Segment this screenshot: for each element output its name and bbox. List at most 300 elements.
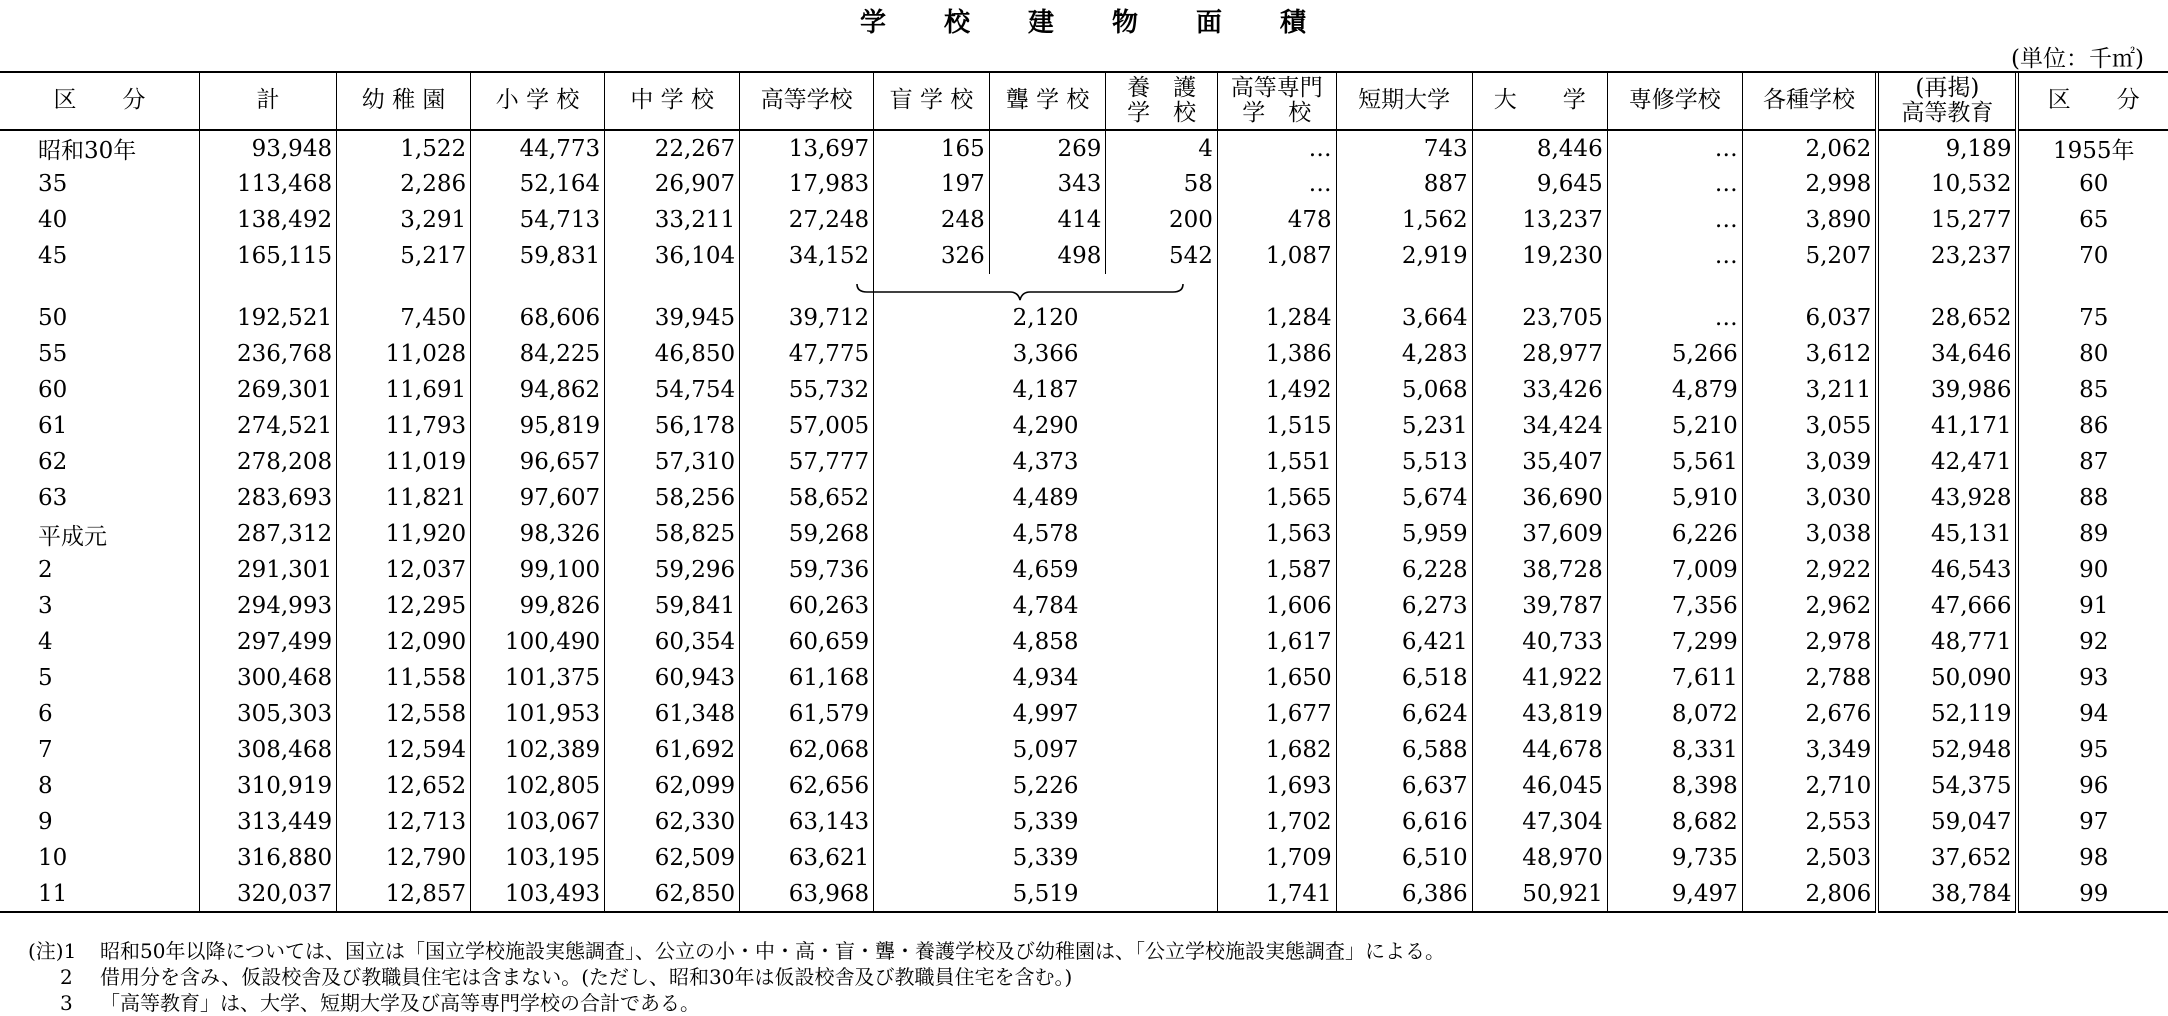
table-cell: 65 <box>2017 202 2168 238</box>
table-cell: 12,037 <box>337 552 471 588</box>
table-row <box>0 202 2168 238</box>
table-row <box>0 130 2168 166</box>
note-number: (注)1 <box>28 939 77 963</box>
table-cell: 11,019 <box>337 444 471 480</box>
top-rule <box>0 71 2168 73</box>
table-cell: 50,090 <box>1877 660 2017 696</box>
table-cell: 54,713 <box>471 202 605 238</box>
table-cell: 1,741 <box>1217 876 1336 912</box>
table-cell: 3,030 <box>1742 480 1877 516</box>
table-cell: 33,211 <box>605 202 740 238</box>
table-cell: 46,850 <box>605 336 740 372</box>
school-building-area-table <box>0 72 2168 913</box>
table-cell: 60,263 <box>740 588 874 624</box>
table-cell: 743 <box>1336 130 1472 166</box>
table-cell: 6,616 <box>1336 804 1472 840</box>
table-cell: 62,330 <box>605 804 740 840</box>
table-row <box>0 166 2168 202</box>
table-cell: 11,920 <box>337 516 471 552</box>
table-cell: 3,612 <box>1742 336 1877 372</box>
table-cell: 90 <box>2017 552 2168 588</box>
table-cell: 278,208 <box>200 444 337 480</box>
table-cell: 4,997 <box>874 696 1218 732</box>
table-cell: 22,267 <box>605 130 740 166</box>
table-cell: 4,659 <box>874 552 1218 588</box>
table-cell: 54,375 <box>1877 768 2017 804</box>
note-text: 借用分を含み、仮設校舎及び教職員住宅は含まない。(ただし、昭和30年は仮設校舎及び教職員住宅を含む。) <box>100 965 1073 989</box>
table-cell: 39,712 <box>740 300 874 336</box>
table-cell: 89 <box>2017 516 2168 552</box>
table-cell: 5,210 <box>1607 408 1742 444</box>
table-cell: 101,375 <box>471 660 605 696</box>
table-cell: 46,045 <box>1472 768 1607 804</box>
table-cell: 47,666 <box>1877 588 2017 624</box>
table-cell: 60 <box>2017 166 2168 202</box>
table-cell: 80 <box>2017 336 2168 372</box>
table-cell: 1,693 <box>1217 768 1336 804</box>
table-cell: 8,446 <box>1472 130 1607 166</box>
table-cell: 4,934 <box>874 660 1218 696</box>
table-cell: 11 <box>0 876 200 912</box>
table-cell: 60,943 <box>605 660 740 696</box>
table-cell: 61 <box>38 413 68 439</box>
table-cell: 59,831 <box>471 238 605 274</box>
table-cell: 1,522 <box>337 130 471 166</box>
table-cell: 4,858 <box>874 624 1218 660</box>
table-cell: 103,067 <box>471 804 605 840</box>
table-cell: 43,819 <box>1472 696 1607 732</box>
table-cell: 7,611 <box>1607 660 1742 696</box>
table-cell: 9,735 <box>1607 840 1742 876</box>
table-cell: 6,588 <box>1336 732 1472 768</box>
table-cell: 9,189 <box>1877 130 2017 166</box>
table-cell: 165,115 <box>200 238 337 274</box>
header-row <box>0 72 2168 130</box>
table-cell: 305,303 <box>200 696 337 732</box>
table-row <box>0 552 2168 588</box>
table-cell: 55 <box>38 341 68 367</box>
table-cell: 414 <box>989 202 1106 238</box>
table-cell: 11,821 <box>337 480 471 516</box>
table-row <box>0 372 2168 408</box>
table-cell: 2,120 <box>874 300 1218 336</box>
table-cell: 99,100 <box>471 552 605 588</box>
table-cell: 113,468 <box>200 166 337 202</box>
table-row <box>0 696 2168 732</box>
header-cell: 区 分 <box>0 72 200 130</box>
table-cell: 1,515 <box>1217 408 1336 444</box>
table-cell: 5,959 <box>1336 516 1472 552</box>
table-cell: 5,910 <box>1607 480 1742 516</box>
table-cell: 3,039 <box>1742 444 1877 480</box>
table-cell: 58,652 <box>740 480 874 516</box>
table-row <box>0 300 2168 336</box>
table-cell: 47,775 <box>740 336 874 372</box>
table-cell: 2,062 <box>1742 130 1877 166</box>
brace-mark <box>855 282 1185 304</box>
table-cell: 6,386 <box>1336 876 1472 912</box>
table-cell: 3,211 <box>1742 372 1877 408</box>
table-cell: 5,339 <box>874 840 1218 876</box>
table-cell: 4,784 <box>874 588 1218 624</box>
table-cell: 5,561 <box>1607 444 1742 480</box>
table-row <box>0 840 2168 876</box>
table-cell: 60 <box>38 377 68 403</box>
table-cell: 4,187 <box>874 372 1218 408</box>
header-cell: 区 分 <box>2017 72 2168 130</box>
table-cell: 5,339 <box>874 804 1218 840</box>
table-cell: 1,677 <box>1217 696 1336 732</box>
table-row <box>0 660 2168 696</box>
table-cell: 1,492 <box>1217 372 1336 408</box>
table-cell: 4 <box>38 629 53 655</box>
table-cell: 6,226 <box>1607 516 1742 552</box>
table-cell: 50,921 <box>1472 876 1607 912</box>
note-line <box>60 961 1072 990</box>
table-row <box>0 480 2168 516</box>
table-cell: … <box>1607 130 1742 166</box>
table-cell: 46,543 <box>1877 552 2017 588</box>
table-cell: 52,119 <box>1877 696 2017 732</box>
table-cell: 308,468 <box>200 732 337 768</box>
table-cell: 99 <box>2017 876 2168 912</box>
table-cell: 98 <box>2017 840 2168 876</box>
table-cell: 48,970 <box>1472 840 1607 876</box>
table-cell: 23,705 <box>1472 300 1607 336</box>
table-cell: 99,826 <box>471 588 605 624</box>
table-cell: 6 <box>38 701 53 727</box>
table-cell: 316,880 <box>200 840 337 876</box>
table-cell: 44,678 <box>1472 732 1607 768</box>
table-cell: 1,386 <box>1217 336 1336 372</box>
table-cell: 294,993 <box>200 588 337 624</box>
table-cell: 5 <box>38 665 53 691</box>
table-cell: 37,652 <box>1877 840 2017 876</box>
table-cell: 2,922 <box>1742 552 1877 588</box>
table-cell: 13,697 <box>740 130 874 166</box>
header-cell: 小 学 校 <box>471 72 605 130</box>
table-cell: 39,986 <box>1877 372 2017 408</box>
table-cell: 2,978 <box>1742 624 1877 660</box>
header-cell: 養 護 学 校 <box>1106 72 1218 130</box>
table-cell: 887 <box>1336 166 1472 202</box>
table-cell: 12,594 <box>337 732 471 768</box>
table-cell: 274,521 <box>200 408 337 444</box>
table-cell: 5,097 <box>874 732 1218 768</box>
table-cell: 58,256 <box>605 480 740 516</box>
table-cell: 1,551 <box>1217 444 1336 480</box>
table-cell: 59,736 <box>740 552 874 588</box>
table-cell: 85 <box>2017 372 2168 408</box>
table-cell: 248 <box>874 202 990 238</box>
table-cell: 542 <box>1106 238 1218 274</box>
table-cell: 1,650 <box>1217 660 1336 696</box>
table-cell: 13,237 <box>1472 202 1607 238</box>
table-cell: 12,090 <box>337 624 471 660</box>
table-cell: 96 <box>2017 768 2168 804</box>
table-cell: 1,709 <box>1217 840 1336 876</box>
table-cell: 34,424 <box>1472 408 1607 444</box>
table-cell: 7,299 <box>1607 624 1742 660</box>
table-cell: 3,349 <box>1742 732 1877 768</box>
table-cell: 3 <box>38 593 53 619</box>
table-cell: 8,072 <box>1607 696 1742 732</box>
table-cell: 44,773 <box>471 130 605 166</box>
table-cell: 4,290 <box>874 408 1218 444</box>
header-cell: 盲 学 校 <box>874 72 990 130</box>
table-cell: 40 <box>38 207 68 233</box>
table-cell: 1,284 <box>1217 300 1336 336</box>
header-cell: 高等専門 学 校 <box>1217 72 1336 130</box>
table-cell: 60,659 <box>740 624 874 660</box>
table-cell: 62,068 <box>740 732 874 768</box>
table-cell: 86 <box>2017 408 2168 444</box>
table-row <box>0 336 2168 372</box>
table-cell: 6,273 <box>1336 588 1472 624</box>
table-cell: 59,047 <box>1877 804 2017 840</box>
table-cell: 2,676 <box>1742 696 1877 732</box>
table-cell: 37,609 <box>1472 516 1607 552</box>
header-cell: 幼 稚 園 <box>337 72 471 130</box>
table-cell: … <box>1607 166 1742 202</box>
table-cell: 287,312 <box>200 516 337 552</box>
table-cell: 165 <box>874 130 990 166</box>
table-cell: 300,468 <box>200 660 337 696</box>
table-cell: 343 <box>989 166 1106 202</box>
table-cell: 478 <box>1217 202 1336 238</box>
note-number: 2 <box>60 965 73 989</box>
table-cell: 45,131 <box>1877 516 2017 552</box>
table-cell: 62,850 <box>605 876 740 912</box>
table-cell: 6,228 <box>1336 552 1472 588</box>
table-cell: 6,421 <box>1336 624 1472 660</box>
table-cell: 498 <box>989 238 1106 274</box>
table-cell: 93,948 <box>200 130 337 166</box>
table-cell: 52,164 <box>471 166 605 202</box>
table-cell: 310,919 <box>200 768 337 804</box>
table-cell: 3,890 <box>1742 202 1877 238</box>
table-cell: 84,225 <box>471 336 605 372</box>
table-cell: 11,793 <box>337 408 471 444</box>
table-cell: 11,691 <box>337 372 471 408</box>
table-cell: 1,617 <box>1217 624 1336 660</box>
table-cell: 1,682 <box>1217 732 1336 768</box>
table-cell: 2,503 <box>1742 840 1877 876</box>
table-row <box>0 804 2168 840</box>
table-row <box>0 768 2168 804</box>
table-cell: 102,805 <box>471 768 605 804</box>
table-cell: 7 <box>38 737 53 763</box>
table-cell: 5,068 <box>1336 372 1472 408</box>
table-cell: 59,841 <box>605 588 740 624</box>
table-cell: 60,354 <box>605 624 740 660</box>
table-cell: 2,286 <box>337 166 471 202</box>
table-cell: 87 <box>2017 444 2168 480</box>
note-line <box>28 935 1445 964</box>
table-cell: 63,968 <box>740 876 874 912</box>
table-cell: 95,819 <box>471 408 605 444</box>
table-cell: 2,919 <box>1336 238 1472 274</box>
table-cell: 62,509 <box>605 840 740 876</box>
table-cell: 5,513 <box>1336 444 1472 480</box>
header-cell: 大 学 <box>1472 72 1607 130</box>
table-cell: 197 <box>874 166 990 202</box>
header-cell: 高等学校 <box>740 72 874 130</box>
table-cell: 102,389 <box>471 732 605 768</box>
table-cell: 12,295 <box>337 588 471 624</box>
table-cell: 42,471 <box>1877 444 2017 480</box>
table-cell: 1,702 <box>1217 804 1336 840</box>
header-cell: 各種学校 <box>1742 72 1877 130</box>
table-cell: 1,606 <box>1217 588 1336 624</box>
table-cell: 1,563 <box>1217 516 1336 552</box>
table-cell: 23,237 <box>1877 238 2017 274</box>
table-cell: 17,983 <box>740 166 874 202</box>
table-cell: … <box>1607 300 1742 336</box>
table-cell: 平成元 <box>38 523 107 550</box>
table-cell: 91 <box>2017 588 2168 624</box>
table-cell: 10 <box>38 845 68 871</box>
table-cell: 75 <box>2017 300 2168 336</box>
table-cell: 45 <box>38 243 68 269</box>
table-cell: 320,037 <box>200 876 337 912</box>
header-cell: (再掲) 高等教育 <box>1877 72 2017 130</box>
note-text: 「高等教育」は、大学、短期大学及び高等専門学校の合計である。 <box>100 991 700 1015</box>
table-cell: 7,450 <box>337 300 471 336</box>
note-number: 3 <box>60 991 73 1015</box>
table-cell: 63 <box>38 485 68 511</box>
table-cell: 98,326 <box>471 516 605 552</box>
table-cell: 34,152 <box>740 238 874 274</box>
table-cell: 2,998 <box>1742 166 1877 202</box>
table-cell: … <box>1607 238 1742 274</box>
table-cell: 28,652 <box>1877 300 2017 336</box>
table-cell: 8,331 <box>1607 732 1742 768</box>
table-cell: 39,945 <box>605 300 740 336</box>
table-cell: 62,099 <box>605 768 740 804</box>
table-cell: 2,553 <box>1742 804 1877 840</box>
table-cell: … <box>1217 130 1336 166</box>
table-cell: 40,733 <box>1472 624 1607 660</box>
table-cell: 58 <box>1106 166 1218 202</box>
table-cell: 3,366 <box>874 336 1218 372</box>
table-row <box>0 238 2168 274</box>
table-cell: 5,266 <box>1607 336 1742 372</box>
table-cell: 56,178 <box>605 408 740 444</box>
table-cell: 138,492 <box>200 202 337 238</box>
table-cell: 59,268 <box>740 516 874 552</box>
table-cell: 55,732 <box>740 372 874 408</box>
table-cell: 94 <box>2017 696 2168 732</box>
table-cell: 7,009 <box>1607 552 1742 588</box>
table-cell: 6,624 <box>1336 696 1472 732</box>
table-cell: 291,301 <box>200 552 337 588</box>
table-cell: 3,055 <box>1742 408 1877 444</box>
table-cell: 8,398 <box>1607 768 1742 804</box>
table-cell: … <box>1607 202 1742 238</box>
table-cell: 100,490 <box>471 624 605 660</box>
table-cell: 200 <box>1106 202 1218 238</box>
table-cell: 313,449 <box>200 804 337 840</box>
table-row <box>0 732 2168 768</box>
header-cell: 短期大学 <box>1336 72 1472 130</box>
table-cell: 1955年 <box>2017 130 2168 166</box>
table-cell: 27,248 <box>740 202 874 238</box>
table-cell: 4 <box>1106 130 1218 166</box>
table-cell: 297,499 <box>200 624 337 660</box>
table-cell: 61,348 <box>605 696 740 732</box>
table-cell: 2,710 <box>1742 768 1877 804</box>
table-cell: 103,493 <box>471 876 605 912</box>
table-cell: 7,356 <box>1607 588 1742 624</box>
table-cell: 41,922 <box>1472 660 1607 696</box>
table-cell: 54,754 <box>605 372 740 408</box>
table-cell: 41,171 <box>1877 408 2017 444</box>
table-cell: 34,646 <box>1877 336 2017 372</box>
table-cell: 62,656 <box>740 768 874 804</box>
table-cell: 19,230 <box>1472 238 1607 274</box>
table-cell: 4,373 <box>874 444 1218 480</box>
table-cell: 9,497 <box>1607 876 1742 912</box>
table-cell: 61,692 <box>605 732 740 768</box>
table-cell: 9 <box>38 809 53 835</box>
table-cell: 58,825 <box>605 516 740 552</box>
table-cell: 1,087 <box>1217 238 1336 274</box>
table-cell: 59,296 <box>605 552 740 588</box>
table-cell: 2 <box>38 557 53 583</box>
table-cell: 3,038 <box>1742 516 1877 552</box>
table-cell: 92 <box>2017 624 2168 660</box>
table-cell: 2,788 <box>1742 660 1877 696</box>
table-cell: 93 <box>2017 660 2168 696</box>
table-cell: 97,607 <box>471 480 605 516</box>
table-cell: 36,690 <box>1472 480 1607 516</box>
table-cell: 5,207 <box>1742 238 1877 274</box>
unit-label: (単位：千㎡) <box>2011 46 2144 72</box>
table-cell: 1,562 <box>1336 202 1472 238</box>
table-cell: 38,728 <box>1472 552 1607 588</box>
table-cell: 6,518 <box>1336 660 1472 696</box>
table-cell: 61,579 <box>740 696 874 732</box>
table-cell: 236,768 <box>200 336 337 372</box>
table-cell: 8,682 <box>1607 804 1742 840</box>
table-row <box>0 588 2168 624</box>
table-cell: 12,790 <box>337 840 471 876</box>
table-cell: 15,277 <box>1877 202 2017 238</box>
table-cell: 昭和30年 <box>38 138 137 164</box>
header-cell: 聾 学 校 <box>989 72 1106 130</box>
table-cell: 57,310 <box>605 444 740 480</box>
table-cell: 61,168 <box>740 660 874 696</box>
table-cell: 4,578 <box>874 516 1218 552</box>
table-row <box>0 516 2168 552</box>
table-row <box>0 876 2168 912</box>
table-cell: 103,195 <box>471 840 605 876</box>
table-cell: 10,532 <box>1877 166 2017 202</box>
table-cell: 4,283 <box>1336 336 1472 372</box>
table-cell: 28,977 <box>1472 336 1607 372</box>
table-cell: 52,948 <box>1877 732 2017 768</box>
table-cell: 38,784 <box>1877 876 2017 912</box>
table-cell: 101,953 <box>471 696 605 732</box>
table-cell: 3,291 <box>337 202 471 238</box>
table-cell: 192,521 <box>200 300 337 336</box>
table-cell: 5,217 <box>337 238 471 274</box>
table-cell: 326 <box>874 238 990 274</box>
table-cell: 9,645 <box>1472 166 1607 202</box>
header-cell: 専修学校 <box>1607 72 1742 130</box>
header-cell: 中 学 校 <box>605 72 740 130</box>
